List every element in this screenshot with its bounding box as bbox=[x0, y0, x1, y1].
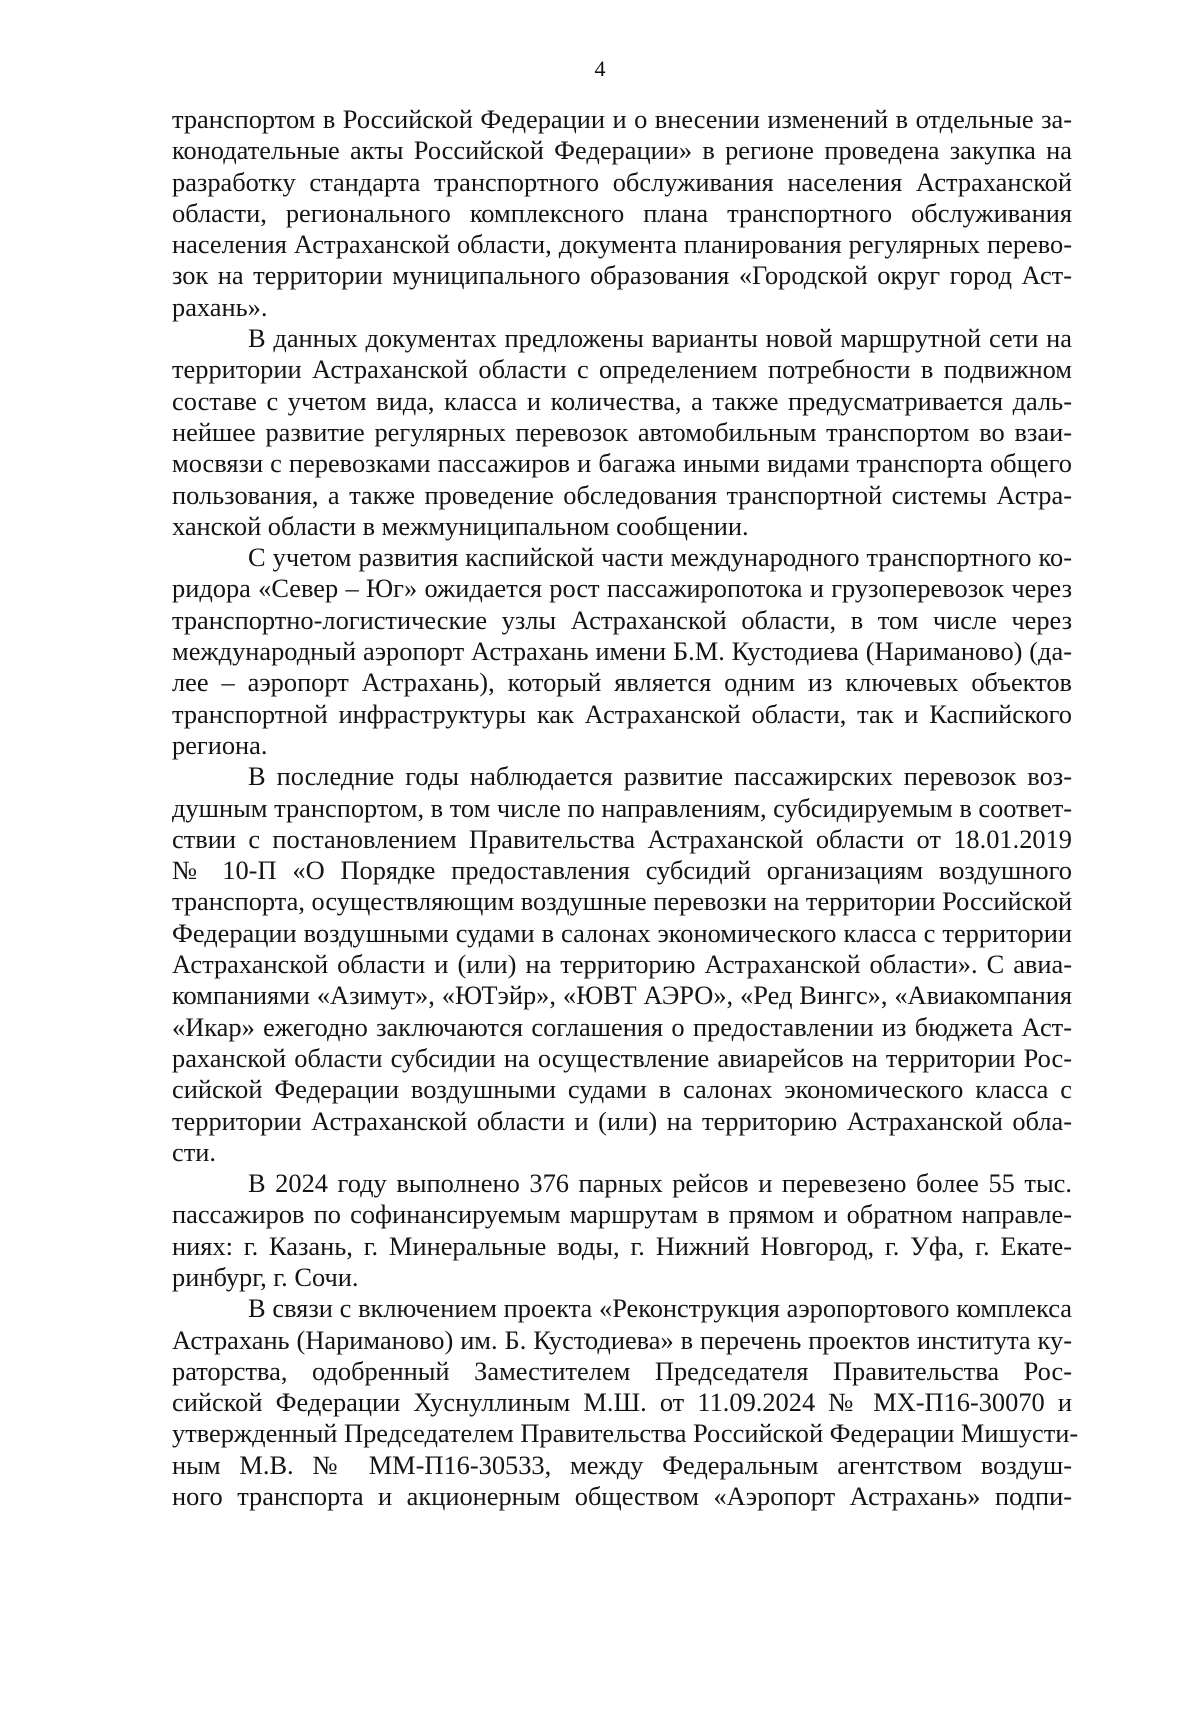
text-line: пользования, а также проведение обследования транспортной системы Астра- bbox=[172, 479, 1072, 510]
text-line: населения Астраханской области, документа планирования регулярных перево- bbox=[172, 229, 1072, 260]
paragraph bbox=[172, 104, 1072, 323]
text-line: С учетом развития каспийской части международного транспортного ко- bbox=[248, 542, 1072, 573]
text-line: В последние годы наблюдается развитие пассажирских перевозок воз- bbox=[248, 761, 1072, 792]
text-line: мосвязи с перевозками пассажиров и багажа иными видами транспорта общего bbox=[172, 448, 1072, 479]
text-line: транспортной инфраструктуры как Астраханской области, так и Каспийского bbox=[172, 698, 1072, 729]
text-line: пассажиров по софинансируемым маршрутам в прямом и обратном направле- bbox=[172, 1199, 1072, 1230]
paragraph bbox=[172, 1168, 1072, 1293]
text-line: транспортом в Российской Федерации и о внесении изменений в отдельные за- bbox=[172, 104, 1072, 134]
text-line: международный аэропорт Астрахань имени Б.М. Кустодиева (Нариманово) (да- bbox=[172, 636, 1072, 667]
text-line: транспорта, осуществляющим воздушные перевозки на территории Российской bbox=[172, 886, 1073, 917]
text-line: территории Астраханской области с определением потребности в подвижном bbox=[172, 354, 1072, 385]
text-line: ридора «Север – Юг» ожидается рост пассажиропотока и грузоперевозок через bbox=[172, 573, 1072, 604]
text-line: раханской области субсидии на осуществление авиарейсов на территории Рос- bbox=[172, 1042, 1072, 1073]
text-line: Астраханской области и (или) на территорию Астраханской области». С авиа- bbox=[172, 949, 1072, 980]
text-line: ханской области в межмуниципальном сообщении. bbox=[172, 510, 749, 541]
text-line: территории Астраханской области и (или) на территорию Астраханской обла- bbox=[172, 1105, 1072, 1136]
text-line: нейшее развитие регулярных перевозок автомобильным транспортом во взаи- bbox=[172, 416, 1072, 447]
text-line: разработку стандарта транспортного обслуживания населения Астраханской bbox=[172, 166, 1072, 197]
text-line: сти. bbox=[172, 1136, 216, 1167]
text-line: душным транспортом, в том числе по направлениям, субсидируемым в соответ- bbox=[172, 792, 1073, 823]
text-line: зок на территории муниципального образования «Городской округ город Аст- bbox=[172, 260, 1072, 291]
text-line: транспортно-логистические узлы Астраханской области, в том числе через bbox=[172, 604, 1072, 635]
text-line: сийской Федерации воздушными судами в салонах экономического класса с bbox=[172, 1074, 1072, 1105]
text-line: сийской Федерации Хуснуллиным М.Ш. от 11.09.2024 № МХ-П16-30070 и bbox=[172, 1387, 1072, 1418]
paragraph bbox=[172, 761, 1072, 1168]
paragraph bbox=[172, 1293, 1079, 1512]
text-line: составе с учетом вида, класса и количества, а также предусматривается даль- bbox=[172, 385, 1072, 416]
text-line: ринбург, г. Сочи. bbox=[172, 1261, 359, 1292]
text-line: конодательные акты Российской Федерации» в регионе проведена закупка на bbox=[172, 135, 1072, 166]
page-number: 4 bbox=[594, 56, 606, 81]
text-line: ствии с постановлением Правительства Астраханской области от 18.01.2019 bbox=[172, 823, 1072, 854]
text-line: раторства, одобренный Заместителем Председателя Правительства Рос- bbox=[172, 1355, 1072, 1386]
text-line: В 2024 году выполнено 376 парных рейсов и перевезено более 55 тыс. bbox=[248, 1168, 1072, 1199]
text-line: В данных документах предложены варианты новой маршрутной сети на bbox=[248, 323, 1072, 354]
text-line: рахань». bbox=[172, 291, 268, 322]
text-line: В связи с включением проекта «Реконструкция аэропортового комплекса bbox=[248, 1293, 1072, 1324]
text-line: области, регионального комплексного плана транспортного обслуживания bbox=[172, 197, 1072, 228]
paragraph bbox=[172, 323, 1072, 542]
text-line: № 10-П «О Порядке предоставления субсидий организациям воздушного bbox=[172, 855, 1072, 886]
text-line: региона. bbox=[172, 729, 268, 760]
document-body bbox=[172, 104, 1079, 1512]
text-line: ным М.В. № ММ-П16-30533, между Федеральным агентством воздуш- bbox=[172, 1449, 1072, 1480]
text-line: лее – аэропорт Астрахань), который является одним из ключевых объектов bbox=[172, 667, 1072, 698]
text-line: ниях: г. Казань, г. Минеральные воды, г. Нижний Новгород, г. Уфа, г. Екате- bbox=[172, 1230, 1072, 1261]
text-line: компаниями «Азимут», «ЮТэйр», «ЮВТ АЭРО», «Ред Вингс», «Авиакомпания bbox=[172, 980, 1072, 1011]
text-line: Астрахань (Нариманово) им. Б. Кустодиева» в перечень проектов института ку- bbox=[172, 1324, 1072, 1355]
text-line: «Икар» ежегодно заключаются соглашения о предоставлении из бюджета Аст- bbox=[172, 1011, 1072, 1042]
text-line: Федерации воздушными судами в салонах экономического класса с территории bbox=[172, 917, 1072, 948]
text-line: ного транспорта и акционерным обществом «Аэропорт Астрахань» подпи- bbox=[172, 1481, 1072, 1512]
paragraph bbox=[172, 542, 1072, 761]
text-line: утвержденный Председателем Правительства Российской Федерации Мишусти- bbox=[172, 1418, 1079, 1449]
